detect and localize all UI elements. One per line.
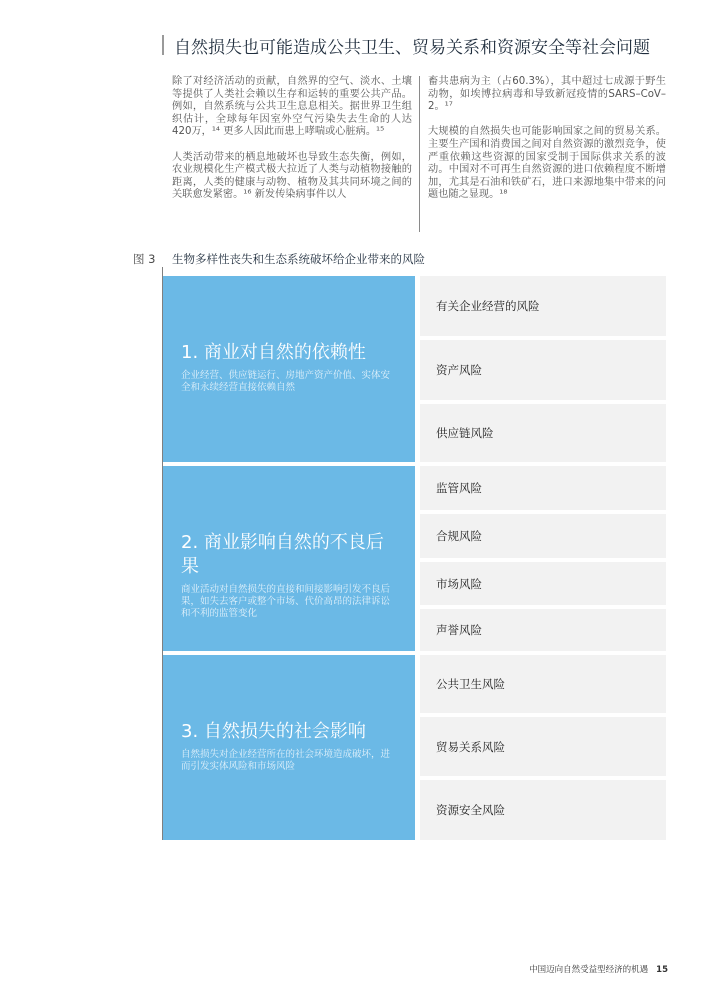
risk-label: 有关企业经营的风险 — [436, 299, 540, 313]
risk-item — [420, 717, 666, 776]
risk-label: 资源安全风险 — [436, 803, 505, 817]
risk-item — [420, 562, 666, 605]
risk-label: 公共卫生风险 — [436, 677, 505, 691]
risk-item — [420, 780, 666, 840]
risk-label: 合规风险 — [436, 529, 482, 543]
risk-label: 监管风险 — [436, 481, 482, 495]
category-title: 1. 商业对自然的依赖性 — [181, 342, 366, 363]
category-title: 3. 自然损失的社会影响 — [181, 720, 366, 742]
risk-item — [420, 466, 666, 510]
paragraph: 除了对经济活动的贡献，自然界的空气、淡水、土壤等提供了人类社会赖以生存和运转的重要公共产品。例如，自然系统与公共卫生息息相关。据世界卫生组织估计，全球每年因室外空气污染失去生命的人达420万，¹⁴ 更多人因此而患上哮喘或心脏病。¹⁵ — [172, 76, 412, 138]
risk-item — [420, 340, 666, 400]
risk-item — [420, 609, 666, 651]
risk-label: 声誉风险 — [436, 623, 482, 637]
category-description: 商业活动对自然损失的直接和间接影响引发不良后果，如失去客户或整个市场、代价高昂的法律诉讼和不利的监管变化 — [181, 583, 391, 619]
column-divider — [419, 76, 420, 232]
category-block — [163, 655, 415, 840]
risk-label: 贸易关系风险 — [436, 739, 505, 754]
category-block — [163, 276, 415, 462]
page-number: 15 — [656, 965, 668, 975]
text-column-left — [172, 76, 412, 215]
category-block — [163, 466, 415, 651]
paragraph: 大规模的自然损失也可能影响国家之间的贸易关系。主要生产国和消费国之间对自然资源的激烈竞争，使严重依赖这些资源的国家受制于国际供求关系的波动。中国对不可再生自然资源的进口依赖程度不断增加，尤其是石油和铁矿石，进口来源地集中带来的问题也随之显现。¹⁸ — [428, 126, 666, 201]
category-description: 自然损失对企业经营所在的社会环境造成破坏，进而引发实体风险和市场风险 — [181, 748, 391, 772]
page-footer — [460, 963, 668, 975]
risk-item — [420, 276, 666, 336]
figure-label: 图 3 — [133, 252, 156, 266]
figure-title: 生物多样性丧失和生态系统破坏给企业带来的风险 — [172, 252, 425, 266]
paragraph: 畜共患病为主（占60.3%），其中超过七成源于野生动物，如埃博拉病毒和导致新冠疫情的SARS–CoV–2。¹⁷ — [428, 76, 666, 113]
risk-item — [420, 655, 666, 713]
footer-title: 中国迈向自然受益型经济的机遇 — [529, 965, 649, 975]
risk-label: 资产风险 — [436, 363, 482, 377]
risk-label: 供应链风险 — [436, 426, 494, 440]
paragraph: 人类活动带来的栖息地破坏也导致生态失衡，例如，农业规模化生产模式极大拉近了人类与动植物接触的距离，人类的健康与动物、植物及其共同环境之间的关联愈发紧密。¹⁶ 新发传染病事件以人 — [172, 151, 412, 201]
category-description: 企业经营、供应链运行、房地产资产价值、实体安全和永续经营直接依赖自然 — [181, 370, 391, 393]
risk-item — [420, 404, 666, 462]
text-column-right — [428, 76, 666, 215]
risk-label: 市场风险 — [436, 576, 482, 591]
risk-item — [420, 514, 666, 558]
category-title: 2. 商业影响自然的不良后果 — [181, 531, 384, 577]
section-heading: 自然损失也可能造成公共卫生、贸易关系和资源安全等社会问题 — [174, 38, 650, 58]
heading-rule — [162, 35, 164, 55]
